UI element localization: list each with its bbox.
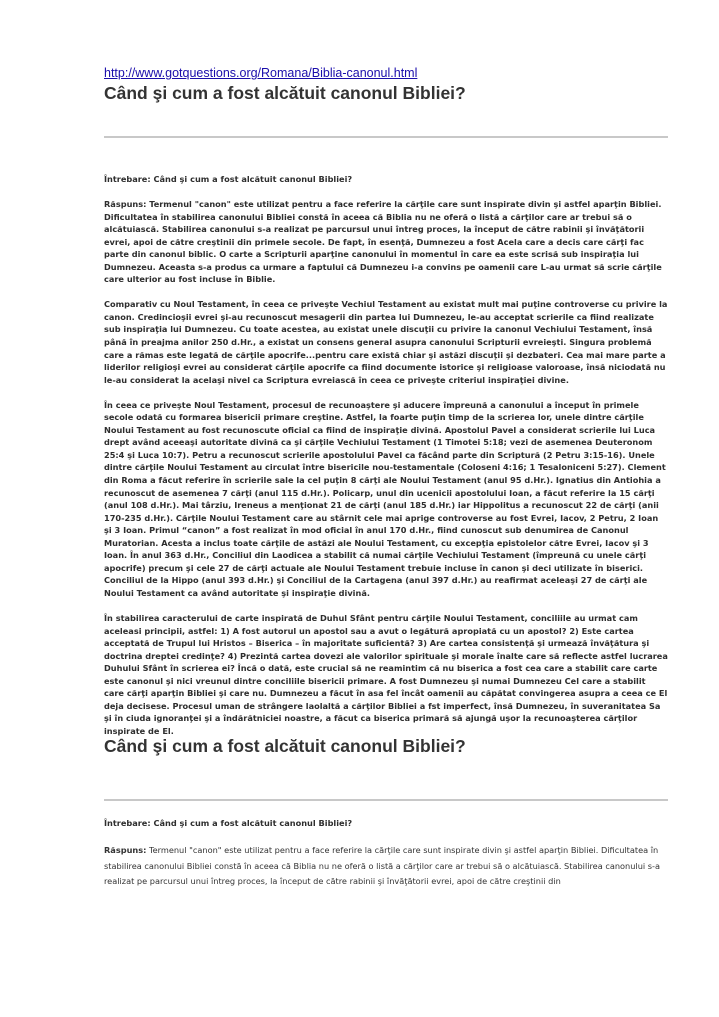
answer-paragraph-2: Comparativ cu Noul Testament, în ceea ce priveşte Vechiul Testament au existat mult mai puţine controverse cu privire la canon. Credincioşii evrei şi-au recunoscut mesagerii din partea lui Dumnezeu, le-au acceptat scrierile ca fiind realizate sub inspiraţia lui Dumnezeu. Cu toate acestea, au existat unele discuţii cu privire la canonul Vechiului Testament, însă până în preajma anilor 250 d.Hr., a existat un consens general asupra canonului Scripturii evreieşti. Singura problemă care a rămas este legată de cărţile apocrife...pentru care există chiar şi astăzi discuţii şi dezbateri. Cea mai mare parte a liderilor religioşi evrei au considerat cărţile apocrife ca fiind documente istorice şi religioase valoroase, însă niciodată nu le-au considerat la acelaşi nivel ca Scriptura evreiască în ceea ce priveşte criteriul inspiraţiei divine. [104,299,668,385]
answer-label: Răspuns: [104,845,147,856]
page-title: Când şi cum a fost alcătuit canonul Bibliei? [104,83,466,103]
answer-text: Termenul "canon" este utilizat pentru a face referire la cărţile care sunt inspirate divin şi astfel aparţin Bibliei. Dificultatea în stabilirea canonului Bibliei constă în aceea că Biblia nu ne oferă o listă a cărţilor care ar trebui să o alcătuiască. Stabilirea canonului s-a realizat pe parcursul unui întreg proces, la început de către rabinii şi învăţătorii evrei, apoi de către creştinii din [104,845,661,886]
answer-paragraph-4: În stabilirea caracterului de carte inspirată de Duhul Sfânt pentru cărţile Noului Testament, conciliile au urmat cam aceleasi principii, astfel: 1) A fost autorul un apostol sau a avut o legătură apropiată cu un apostol? 2) Este cartea acceptată de Trupul lui Hristos – Biserica – în majoritate suficientă? 3) Are cartea consistenţă şi urmează învăţătura şi doctrina dreptei credinţe? 4) Prezintă cartea dovezi ale valorilor spirituale şi morale înalte care să reflecte astfel lucrarea Duhului Sfânt în scrierea ei? Încă o dată, este crucial să ne reamintim că nu biserica a fost cea care a stabilit care carte este canonul şi nici vreunul dintre conciliile bisericii primare. A fost Dumnezeu şi numai Dumnezeu Cel care a stabilit care cărţi aparţin Bibliei şi care nu. Dumnezeu a făcut în asa fel încât oamenii au căpătat convingerea asupra a ceea ce El deja decisese. Procesul uman de strângere laolaltă a cărţilor Bibliei a fst imperfect, însă Dumnezeu, în suveranitatea Sa şi în ciuda ignoranţei şi a îndărătniciei noastre, a făcut ca biserica primară să ajungă uşor la recunoaşterea cărţilor inspirate de El. [104,612,668,736]
repeat-answer-paragraph [104,843,668,889]
document-page [104,66,668,889]
repeat-question-text: Întrebare: Când şi cum a fost alcătuit canonul Bibliei? [104,818,353,829]
answer-paragraph-3: În ceea ce priveşte Noul Testament, procesul de recunoaştere şi aducere împreună a canonului a început în primele secole odată cu formarea bisericii primare creştine. Astfel, la foarte puţin timp de la scrierea lor, unele dintre cărţile Noului Testament au fost recunoscute oficial ca fiind de inspiraţie divină. Apostolul Pavel a considerat scrierile lui Luca drept având aceeaşi autoritate divină ca şi cărţile Vechiului Testament (1 Timotei 5:18; vezi de asemenea Deuteronom 25:4 şi Luca 10:7). Petru a recunoscut scrierile apostolului Pavel ca făcând parte din Scriptură (2 Petru 3:15-16). Unele dintre cărţile Noului Testament au circulat între bisericile nou-testamentale (Coloseni 4:16; 1 Tesaloniceni 5:27). Clement din Roma a făcut referire în scrierile sale la cel puţin 8 cărţi ale Noului Testament (anul 95 d.Hr.). Ignatius din Antiohia a recunoscut de asemenea 7 cărţi (anul 115 d.Hr.). Policarp, unul din ucenicii apostolului Ioan, a făcut referire la 15 cărţi (anul 108 d.Hr.). Mai târziu, Ireneus a menţionat 21 de cărţi (anul 185 d.Hr.) iar Hippolitus a recunoscut 22 de cărţi (anii 170-235 d.Hr.). Cărţile Noului Testament care au stârnit cele mai aprige controverse au fost Evrei, Iacov, 2 Petru, 2 Ioan şi 3 Ioan. Primul “canon” a fost realizat în mod oficial în anul 170 d.Hr., fiind cunoscut sub denumirea de Canonul Muratorian. Acesta a inclus toate cărţile de astăzi ale Noului Testament, cu excepţia epistolelor către Evrei, Iacov şi 3 Ioan. În anul 363 d.Hr., Conciliul din Laodicea a stabilit că numai cărţile Vechiului Testament (împreună cu unele cărţi apocrife) precum şi cele 27 de cărţi actuale ale Noului Testament trebuie incluse în canon şi deci utilizate în biserici. Conciliul de la Hippo (anul 393 d.Hr.) şi Conciliul de la Cartagena (anul 397 d.Hr.) au reafirmat aceleaşi 27 de cărţi ale Noului Testament ca având autoritate şi inspiraţie divină. [104,399,666,598]
source-url-link[interactable]: http://www.gotquestions.org/Romana/Biblia-canonul.html [104,66,418,80]
answer-paragraph-1: Răspuns: Termenul "canon" este utilizat pentru a face referire la cărţile care sunt inspirate divin şi astfel aparţin Bibliei. Dificultatea în stabilirea canonului Bibliei constă în aceea că Biblia nu ne oferă o listă a cărţilor care ar trebui să o alcătuiască. Stabilirea canonului s-a realizat pe parcursul unui întreg proces, la început de către rabinii şi învăţătorii evrei, apoi de către creştinii din primele secole. De fapt, în esenţă, Dumnezeu a fost Acela care a decis care cărţi fac parte din canonul biblic. O carte a Scripturii aparţine canonului în momentul în care ea este scrisă sub inspiraţia lui Dumnezeu. Aceasta s-a produs ca urmare a faptului că Dumnezeu i-a convins pe oamenii care L-au urmat să scrie cărţile care ulterior au fost incluse în Biblie. [104,199,662,285]
question-text: Întrebare: Când şi cum a fost alcătuit canonul Bibliei? [104,174,353,184]
repeat-title: Când şi cum a fost alcătuit canonul Bibliei? [104,736,466,757]
